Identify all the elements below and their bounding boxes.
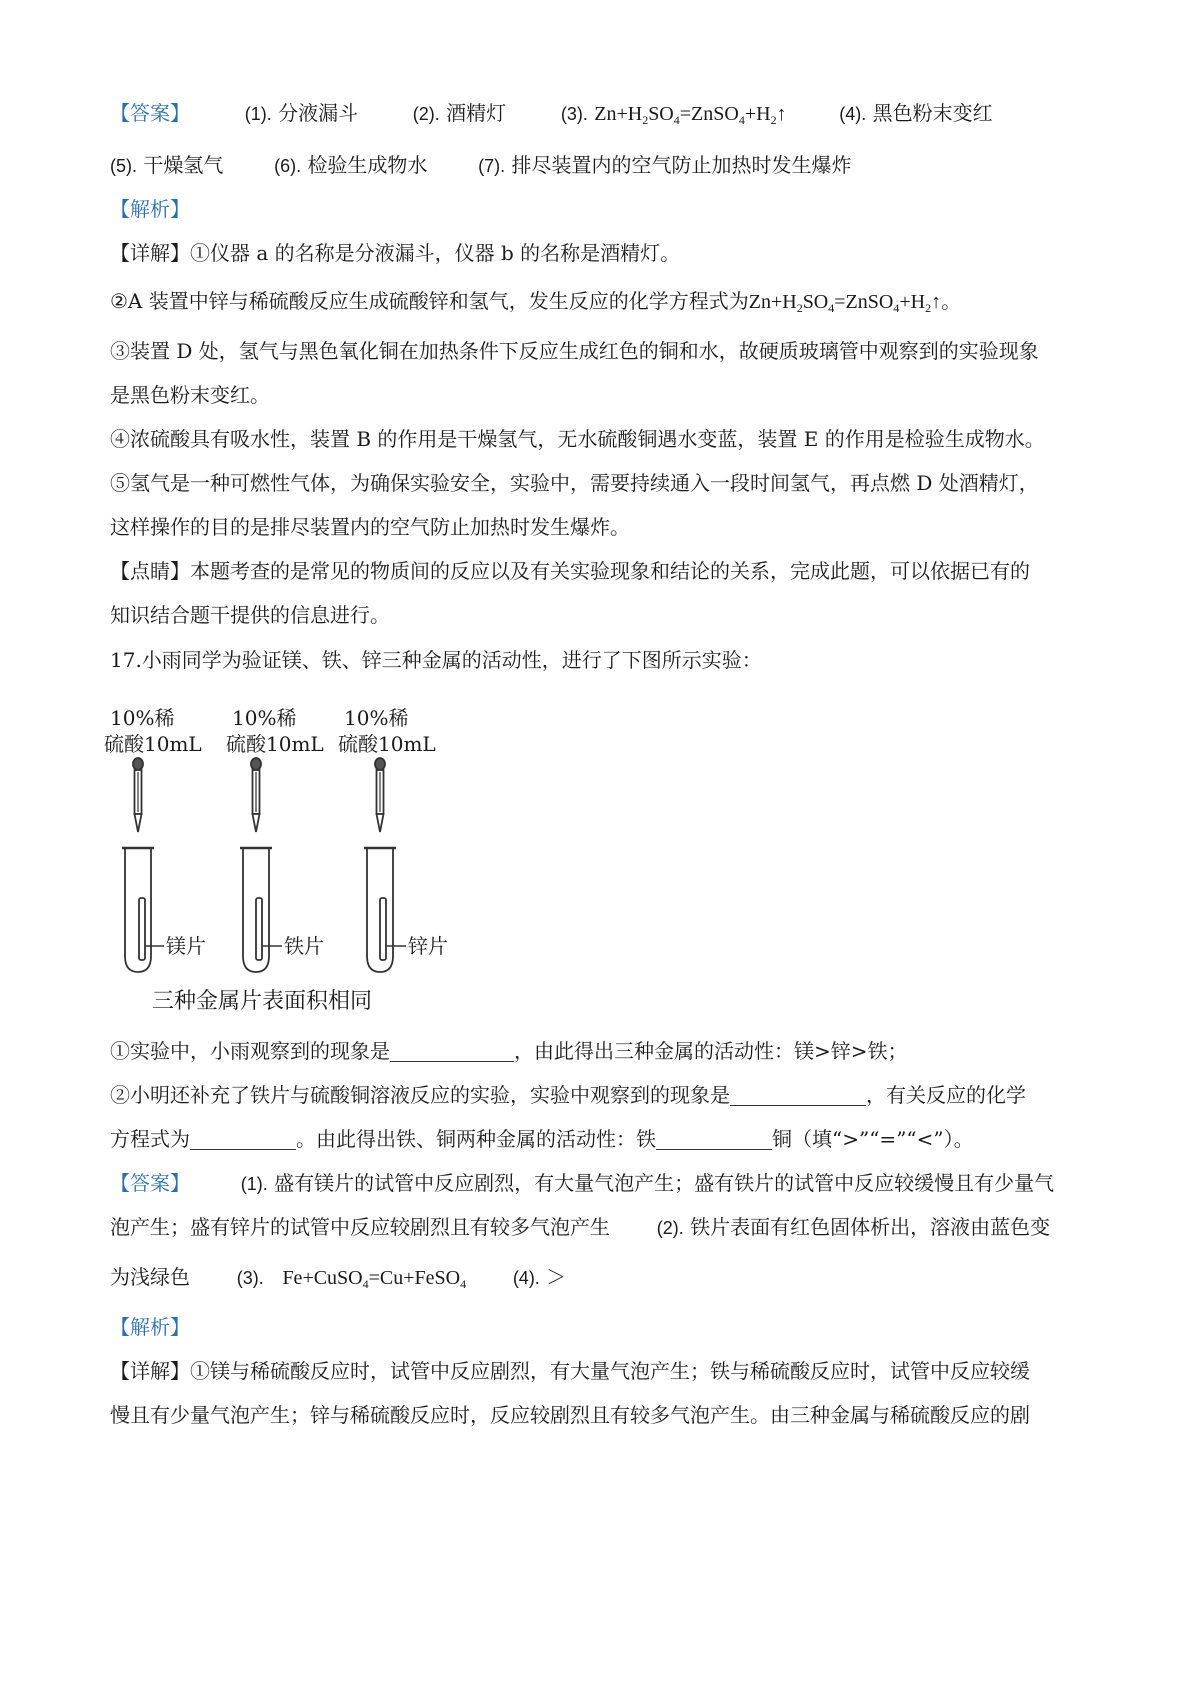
detail-p4: ④浓硫酸具有吸水性，装置 B 的作用是干燥氢气，无水硫酸铜遇水变蓝，装置 E 的作用是检验生成物水。 — [110, 427, 1045, 451]
detail2-tag: 【详解】 — [110, 1359, 190, 1383]
answer2-line-3: 为浅绿色 (3). Fe+CuSO$_4$=Cu+FeSO$_4$ (4). ＞ — [110, 1265, 567, 1291]
formula-zn-h2so4-inline: $Zn+H_2SO_4=ZnSO_4+H_2↑$ — [748, 291, 942, 315]
acid-label-1a: 10%稀 — [110, 706, 175, 730]
answer2-line-2: 泡产生；盛有锌片的试管中反应较剧烈且有较多气泡产生 (2). 铁片表面有红色固体析出，溶液由蓝色变 — [110, 1215, 1051, 1239]
point-p6a: 【点睛】本题考查的是常见的物质间的反应以及有关实验现象和结论的关系，完成此题，可以依据已有的 — [110, 559, 1030, 583]
answer-blank-3[interactable] — [190, 1127, 296, 1150]
test-tube-icon-1 — [122, 848, 164, 972]
detail2-p1a: 【详解】①镁与稀硫酸反应时，试管中反应剧烈，有大量气泡产生；铁与稀硫酸反应时，试管中反应较缓 — [110, 1359, 1030, 1383]
analysis2-tag: 【解析】 — [110, 1315, 190, 1339]
answer2-tag: 【答案】 — [110, 1171, 190, 1195]
acid-label-2b: 硫酸10mL — [226, 732, 324, 756]
acid-label-3b: 硫酸10mL — [338, 732, 436, 756]
detail-p5b: 这样操作的目的是排尽装置内的空气防止加热时发生爆炸。 — [110, 515, 630, 539]
analysis-tag-line — [110, 194, 1100, 224]
q17-part3: 方程式为 。由此得出铁、铜两种金属的活动性：铁 铜（填“>”“=”“<”）。 — [110, 1127, 974, 1151]
figure-caption: 三种金属片表面积相同 — [152, 989, 373, 1014]
tube-label-zn: 锌片 — [408, 934, 448, 958]
answer2-line-1: 【答案】 (1). 盛有镁片的试管中反应剧烈，有大量气泡产生；盛有铁片的试管中反应较缓慢且有少量气 — [110, 1171, 1055, 1195]
dropper-icon-2 — [251, 758, 261, 832]
test-tube-icon-3 — [364, 848, 406, 972]
answer-line-1: 【答案】 (1). 分液漏斗 (2). 酒精灯 (3). $Zn+H_2SO_4=ZnSO_4+H_2↑$ (4). 黑色粉末变红 — [110, 101, 993, 127]
detail-p5a: ⑤氢气是一种可燃性气体，为确保实验安全，实验中，需要持续通入一段时间氢气，再点燃 D 处酒精灯， — [110, 471, 1039, 495]
detail-p1: 【详解】①仪器 a 的名称是分液漏斗，仪器 b 的名称是酒精灯。 — [110, 241, 681, 265]
dropper-icon-3 — [375, 758, 385, 832]
detail-p3a: ③装置 D 处，氢气与黑色氧化铜在加热条件下反应生成红色的铜和水，故硬质玻璃管中观察到的实验现象 — [110, 339, 1039, 363]
detail-p3b: 是黑色粉末变红。 — [110, 383, 270, 407]
point-tag: 【点睛】 — [110, 559, 190, 583]
experiment-figure — [104, 700, 510, 1020]
detail2-p1b: 慢且有少量气泡产生；锌与稀硫酸反应时，反应较剧烈且有较多气泡产生。由三种金属与稀硫酸反应的剧 — [110, 1403, 1030, 1427]
q17-stem: 17.小雨同学为验证镁、铁、锌三种金属的活动性，进行了下图所示实验： — [110, 648, 762, 672]
answer-line-2: (5). 干燥氢气 (6). 检验生成物水 (7). 排尽装置内的空气防止加热时发生爆炸 — [110, 153, 852, 177]
answer-blank-4[interactable] — [656, 1127, 772, 1150]
acid-label-3a: 10%稀 — [344, 706, 409, 730]
dropper-icon-1 — [133, 758, 143, 832]
point-p6b: 知识结合题干提供的信息进行。 — [110, 603, 390, 627]
answer-blank-1[interactable] — [390, 1039, 514, 1062]
q17-part2: ②小明还补充了铁片与硫酸铜溶液反应的实验，实验中观察到的现象是 ，有关反应的化学 — [110, 1083, 1026, 1107]
analysis-tag: 【解析】 — [110, 197, 190, 221]
tube-label-mg: 镁片 — [166, 934, 206, 958]
tube-label-fe: 铁片 — [284, 934, 324, 958]
detail-p2: ②A 装置中锌与稀硫酸反应生成硫酸锌和氢气，发生反应的化学方程式为$Zn+H_2SO_4=ZnSO_4+H_2↑$。 — [110, 289, 962, 315]
formula-zn-h2so4: $Zn+H_2SO_4=ZnSO_4+H_2↑$ — [594, 103, 787, 127]
acid-label-1b: 硫酸10mL — [104, 732, 202, 756]
test-tube-icon-2 — [240, 848, 282, 972]
answer-blank-2[interactable] — [730, 1083, 866, 1106]
formula-fe-cuso4: Fe+CuSO$_4$=Cu+FeSO$_4$ — [282, 1267, 467, 1291]
acid-label-2a: 10%稀 — [232, 706, 297, 730]
q17-part1: ①实验中，小雨观察到的现象是 ，由此得出三种金属的活动性：镁>锌>铁； — [110, 1039, 908, 1063]
answer-tag: 【答案】 — [110, 101, 190, 125]
analysis2-tag-line — [110, 1312, 1100, 1342]
tubes-drawing — [110, 700, 510, 1020]
detail-tag: 【详解】 — [110, 241, 190, 265]
